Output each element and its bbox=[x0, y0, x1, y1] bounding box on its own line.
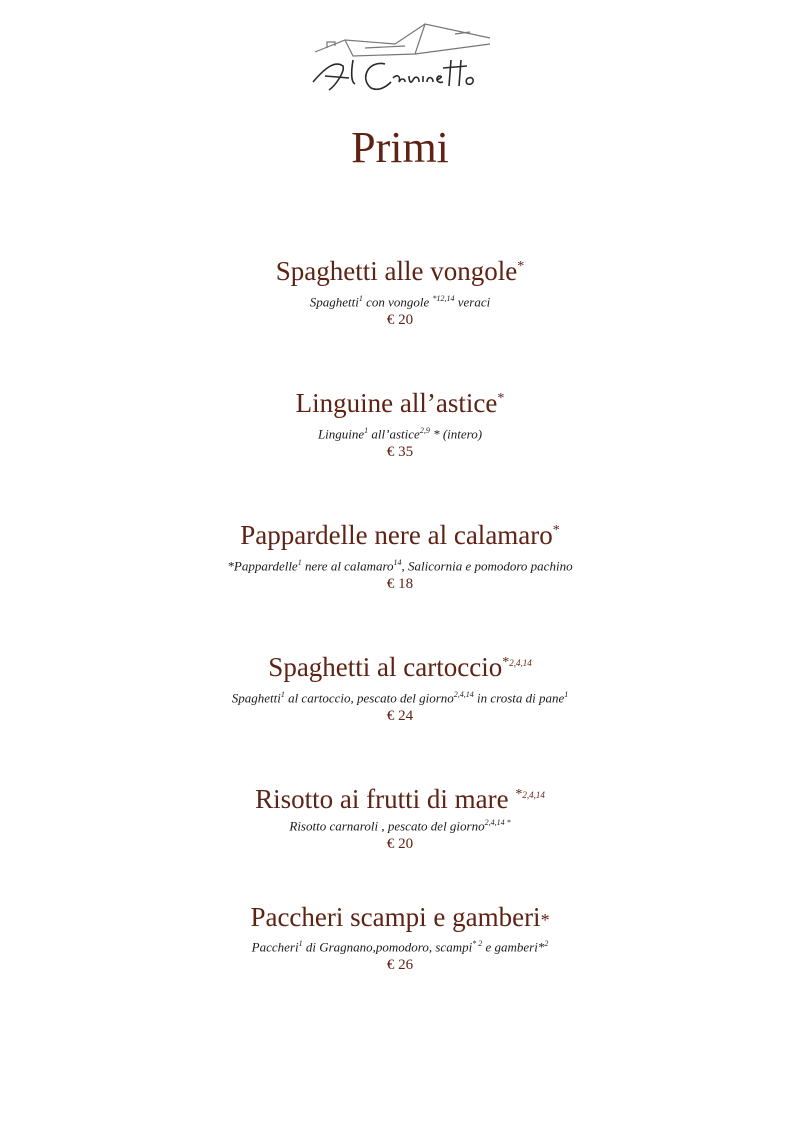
dish-description: Spaghetti$^1$ con vongole $^{*12,14}$ veraci bbox=[309, 294, 491, 310]
dish-price: € 20 bbox=[386, 836, 414, 853]
dish-description: Paccheri$^1$ di Gragnano,pomodoro, scampi$^{* 2}$ e gamberi*$^2$ bbox=[251, 939, 549, 955]
dish-description: Risotto carnaroli , pescato del giorno$^{2,4,14 *}$ bbox=[289, 818, 511, 834]
dish-name: Pappardelle nere al calamaro* bbox=[240, 520, 560, 550]
dish-price: € 20 bbox=[386, 312, 414, 329]
dish-name: Spaghetti alle vongole* bbox=[275, 256, 525, 286]
menu-item bbox=[0, 252, 800, 329]
dish-description: Spaghetti$^1$ al cartoccio, pescato del giorno$^{2,4,14}$ in crosta di pane$^1$ bbox=[231, 690, 569, 706]
dish-name: Paccheri scampi e gamberi* bbox=[250, 902, 550, 932]
dish-price: € 18 bbox=[386, 576, 414, 593]
menu-item bbox=[0, 780, 800, 853]
dish-price: € 35 bbox=[386, 444, 414, 461]
menu-item bbox=[0, 516, 800, 593]
page-title: Primi bbox=[351, 123, 449, 172]
menu-item bbox=[0, 648, 800, 725]
dish-description: *Pappardelle$^1$ nere al calamaro$^{14}$, Salicornia e pomodoro pachino bbox=[227, 558, 573, 574]
menu-item bbox=[0, 384, 800, 461]
house-logo-icon bbox=[305, 20, 495, 98]
dish-name: Linguine all’astice* bbox=[295, 388, 505, 418]
dish-price: € 26 bbox=[386, 957, 414, 974]
dish-price: € 24 bbox=[386, 708, 414, 725]
dish-description: Linguine$^1$ all’astice$^{2,9}$ * (intero) bbox=[317, 426, 483, 442]
restaurant-logo bbox=[305, 20, 495, 98]
dish-name: Risotto ai frutti di mare $^{*2,4,14}$ bbox=[255, 784, 545, 814]
menu-item bbox=[0, 902, 800, 974]
dish-name: Spaghetti al cartoccio$^{*2,4,14}$ bbox=[268, 652, 532, 682]
